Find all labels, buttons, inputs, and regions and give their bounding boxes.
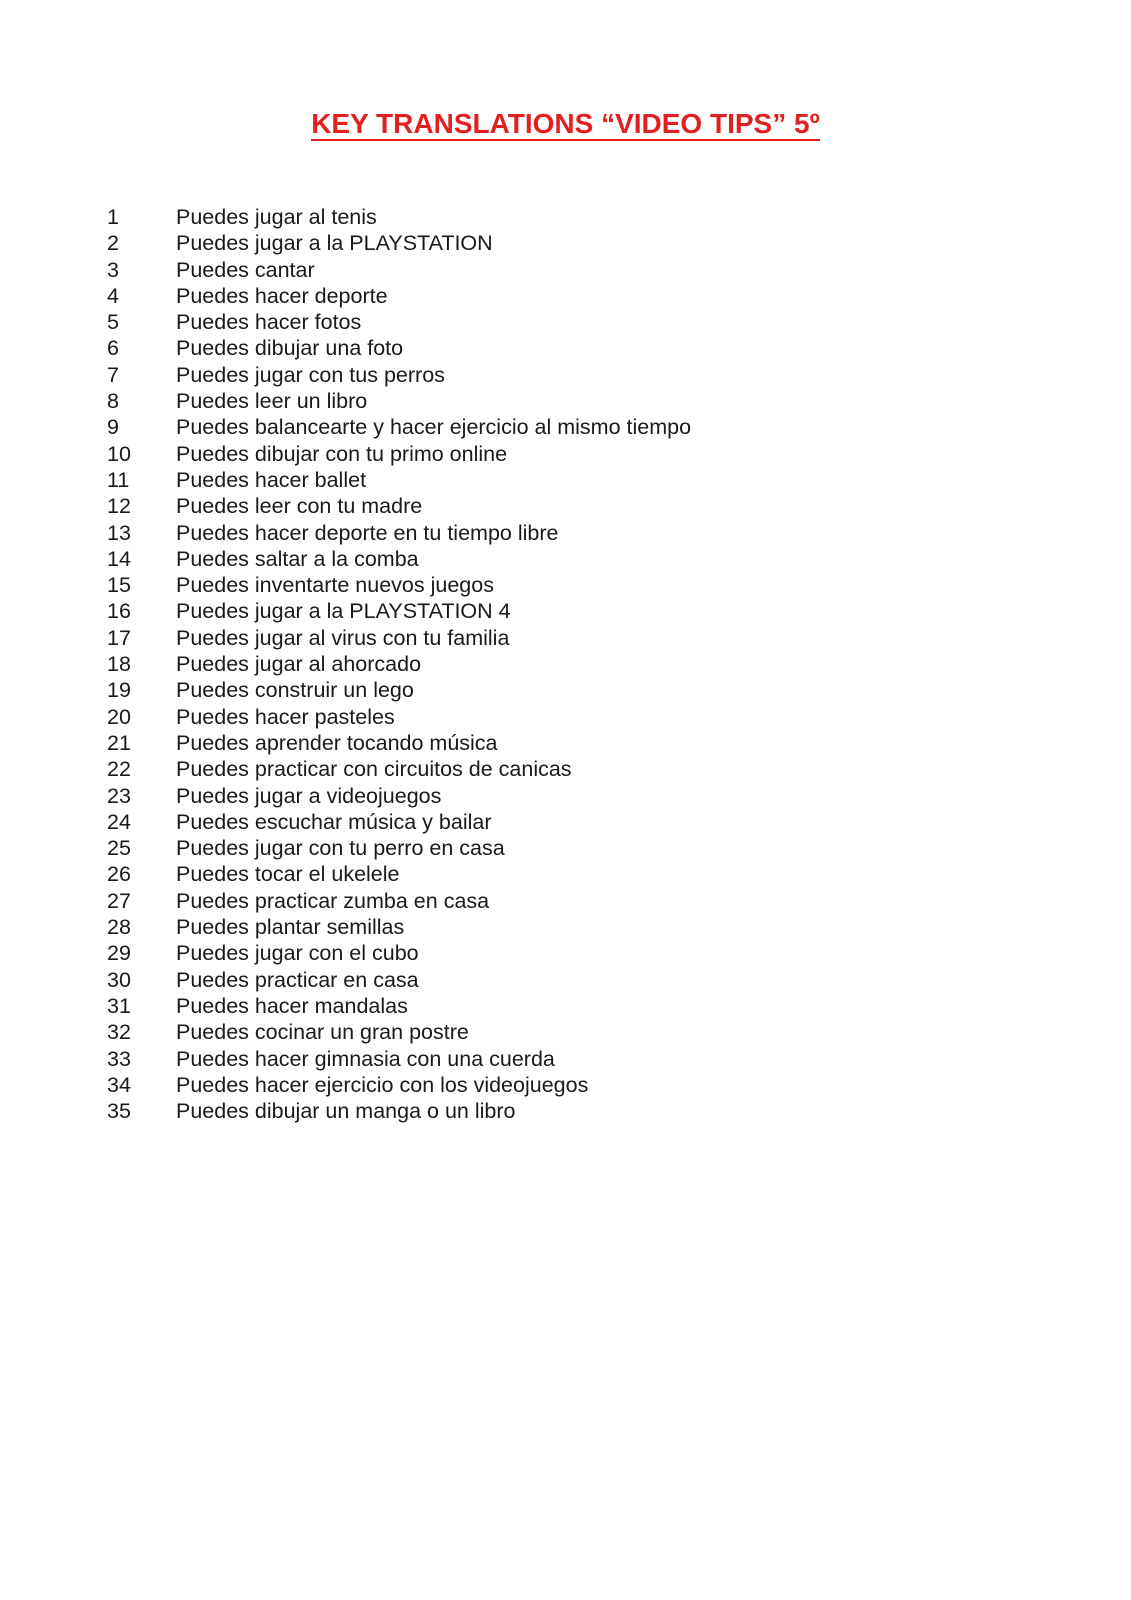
item-text: Puedes cantar	[176, 257, 315, 282]
list-item	[107, 677, 691, 703]
item-number: 33	[107, 1046, 131, 1071]
item-number: 27	[107, 888, 131, 913]
page-title-text: KEY TRANSLATIONS “VIDEO TIPS” 5º	[311, 108, 820, 139]
item-number: 10	[107, 441, 131, 466]
list-item	[107, 546, 691, 572]
list-item	[107, 914, 691, 940]
item-number: 9	[107, 415, 119, 440]
item-text: Puedes inventarte nuevos juegos	[176, 573, 494, 598]
item-number: 26	[107, 862, 131, 887]
item-number: 8	[107, 389, 119, 414]
item-text: Puedes plantar semillas	[176, 915, 405, 940]
item-text: Puedes jugar con tus perros	[176, 362, 445, 387]
item-number: 30	[107, 967, 131, 992]
item-text: Puedes jugar a la PLAYSTATION	[176, 231, 493, 256]
item-number: 14	[107, 546, 131, 571]
list-item	[107, 441, 691, 467]
item-text: Puedes jugar al ahorcado	[176, 652, 422, 677]
item-text: Puedes hacer gimnasia con una cuerda	[176, 1046, 555, 1071]
item-number: 15	[107, 573, 131, 598]
list-item	[107, 1098, 691, 1124]
list-item	[107, 809, 691, 835]
item-number: 35	[107, 1099, 131, 1124]
list-item	[107, 756, 691, 782]
item-text: Puedes practicar zumba en casa	[176, 888, 490, 913]
list-item	[107, 309, 691, 335]
item-number: 31	[107, 993, 131, 1018]
list-item	[107, 204, 691, 230]
item-text: Puedes jugar al tenis	[176, 205, 377, 229]
item-text: Puedes jugar al virus con tu familia	[176, 625, 510, 650]
item-text: Puedes hacer mandalas	[176, 993, 408, 1018]
item-number: 1	[107, 205, 119, 229]
item-number: 2	[107, 231, 119, 256]
item-text: Puedes escuchar música y bailar	[176, 809, 492, 834]
item-number: 21	[107, 730, 131, 755]
item-text: Puedes jugar a videojuegos	[176, 783, 442, 808]
item-text: Puedes saltar a la comba	[176, 546, 419, 571]
item-number: 12	[107, 494, 131, 519]
list-item	[107, 467, 691, 493]
item-text: Puedes practicar en casa	[176, 967, 419, 992]
item-number: 24	[107, 809, 131, 834]
item-number: 29	[107, 941, 131, 966]
item-number: 6	[107, 336, 119, 361]
item-text: Puedes hacer ejercicio con los videojuegos	[176, 1072, 589, 1097]
item-text: Puedes hacer deporte en tu tiempo libre	[176, 520, 559, 545]
item-text: Puedes practicar con circuitos de canicas	[176, 757, 572, 782]
item-number: 5	[107, 310, 119, 335]
list-item	[107, 704, 691, 730]
translation-list	[107, 204, 691, 1124]
item-text: Puedes hacer pasteles	[176, 704, 395, 729]
list-item	[107, 493, 691, 519]
item-number: 23	[107, 783, 131, 808]
item-number: 34	[107, 1072, 131, 1097]
item-text: Puedes cocinar un gran postre	[176, 1020, 469, 1045]
list-item	[107, 520, 691, 546]
item-text: Puedes hacer deporte	[176, 283, 388, 308]
list-item	[107, 362, 691, 388]
list-item	[107, 1019, 691, 1045]
item-text: Puedes aprender tocando música	[176, 730, 498, 755]
item-text: Puedes tocar el ukelele	[176, 862, 400, 887]
list-item	[107, 598, 691, 624]
list-item	[107, 783, 691, 809]
item-number: 19	[107, 678, 131, 703]
list-item	[107, 1046, 691, 1072]
item-number: 28	[107, 915, 131, 940]
item-number: 18	[107, 652, 131, 677]
item-text: Puedes leer con tu madre	[176, 494, 423, 519]
item-text: Puedes hacer ballet	[176, 467, 367, 492]
item-number: 32	[107, 1020, 131, 1045]
item-number: 22	[107, 757, 131, 782]
item-text: Puedes hacer fotos	[176, 310, 362, 335]
item-number: 17	[107, 625, 131, 650]
item-text: Puedes leer un libro	[176, 389, 368, 414]
list-item	[107, 730, 691, 756]
item-text: Puedes dibujar un manga o un libro	[176, 1099, 516, 1124]
item-text: Puedes balancearte y hacer ejercicio al mismo tiempo	[176, 415, 692, 440]
list-item	[107, 651, 691, 677]
list-item	[107, 230, 691, 256]
item-number: 20	[107, 704, 131, 729]
list-item	[107, 572, 691, 598]
list-item	[107, 967, 691, 993]
item-number: 25	[107, 836, 131, 861]
item-number: 16	[107, 599, 131, 624]
item-text: Puedes jugar a la PLAYSTATION 4	[176, 599, 511, 624]
item-text: Puedes dibujar con tu primo online	[176, 441, 508, 466]
item-text: Puedes dibujar una foto	[176, 336, 404, 361]
list-item	[107, 1072, 691, 1098]
item-number: 7	[107, 362, 119, 387]
page-title	[0, 106, 1131, 142]
list-item	[107, 283, 691, 309]
list-item	[107, 993, 691, 1019]
list-item	[107, 414, 691, 440]
item-number: 3	[107, 257, 119, 282]
list-item	[107, 257, 691, 283]
item-text: Puedes jugar con tu perro en casa	[176, 836, 505, 861]
list-item	[107, 888, 691, 914]
item-number: 13	[107, 520, 131, 545]
item-text: Puedes construir un lego	[176, 678, 414, 703]
list-item	[107, 835, 691, 861]
list-item	[107, 388, 691, 414]
list-item	[107, 861, 691, 887]
list-item	[107, 625, 691, 651]
item-number: 11	[107, 467, 130, 492]
item-text: Puedes jugar con el cubo	[176, 941, 419, 966]
list-item	[107, 940, 691, 966]
list-item	[107, 335, 691, 361]
item-number: 4	[107, 283, 119, 308]
